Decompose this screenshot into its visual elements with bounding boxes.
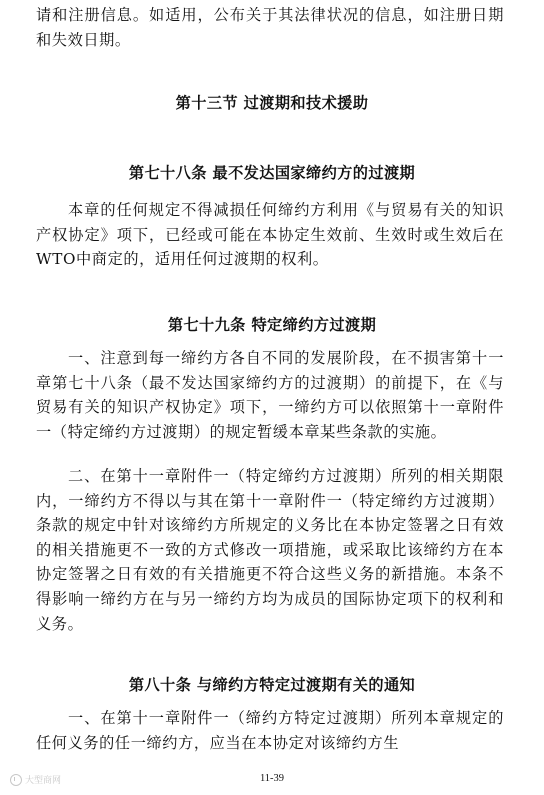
watermark-text: 大型商网 [25, 776, 62, 786]
top-paragraph: 请和注册信息。如适用，公布关于其法律状况的信息，如注册日期和失效日期。 [36, 6, 504, 49]
article-79-paragraph-1: 一、注意到每一缔约方各自不同的发展阶段，在不损害第十一章第七十八条（最不发达国家缔约方的过渡期）的前提下，在《与贸易有关的知识产权协定》项下，一缔约方可以依照第十一章附件一（特定缔约方过渡期）的规定暂缓本章某些条款的实施。 [36, 349, 504, 441]
article-79-paragraph-2: 二、在第十一章附件一（特定缔约方过渡期）所列的相关期限内，一缔约方不得以与其在第十一章附件一（特定缔约方过渡期）条款的规定中针对该缔约方所规定的义务比在本协定签署之日有效的相关措施更不一致的方式修改一项措施，或采取比该缔约方在本协定签署之日有效的有关措施更不符合这些义务的新措施。本条不得影响一缔约方在与另一缔约方均为成员的国际协定项下的权利和义务。 [36, 467, 504, 633]
article-78-title: 第七十八条 最不发达国家缔约方的过渡期 [128, 164, 416, 182]
section-title: 第十三节 过渡期和技术援助 [175, 94, 369, 112]
article-79-title: 第七十九条 特定缔约方过渡期 [167, 316, 377, 334]
article-80-title: 第八十条 与缔约方特定过渡期有关的通知 [128, 676, 416, 694]
page-number: 11-39 [259, 773, 285, 784]
article-78-paragraph: 本章的任何规定不得减损任何缔约方利用《与贸易有关的知识产权协定》项下，已经或可能在本协定生效前、生效时或生效后在WTO中商定的，适用任何过渡期的权利。 [36, 201, 504, 269]
article-80-paragraph-1: 一、在第十一章附件一（缔约方特定过渡期）所列本章规定的任何义务的任一缔约方，应当在本协定对该缔约方生 [36, 709, 504, 752]
